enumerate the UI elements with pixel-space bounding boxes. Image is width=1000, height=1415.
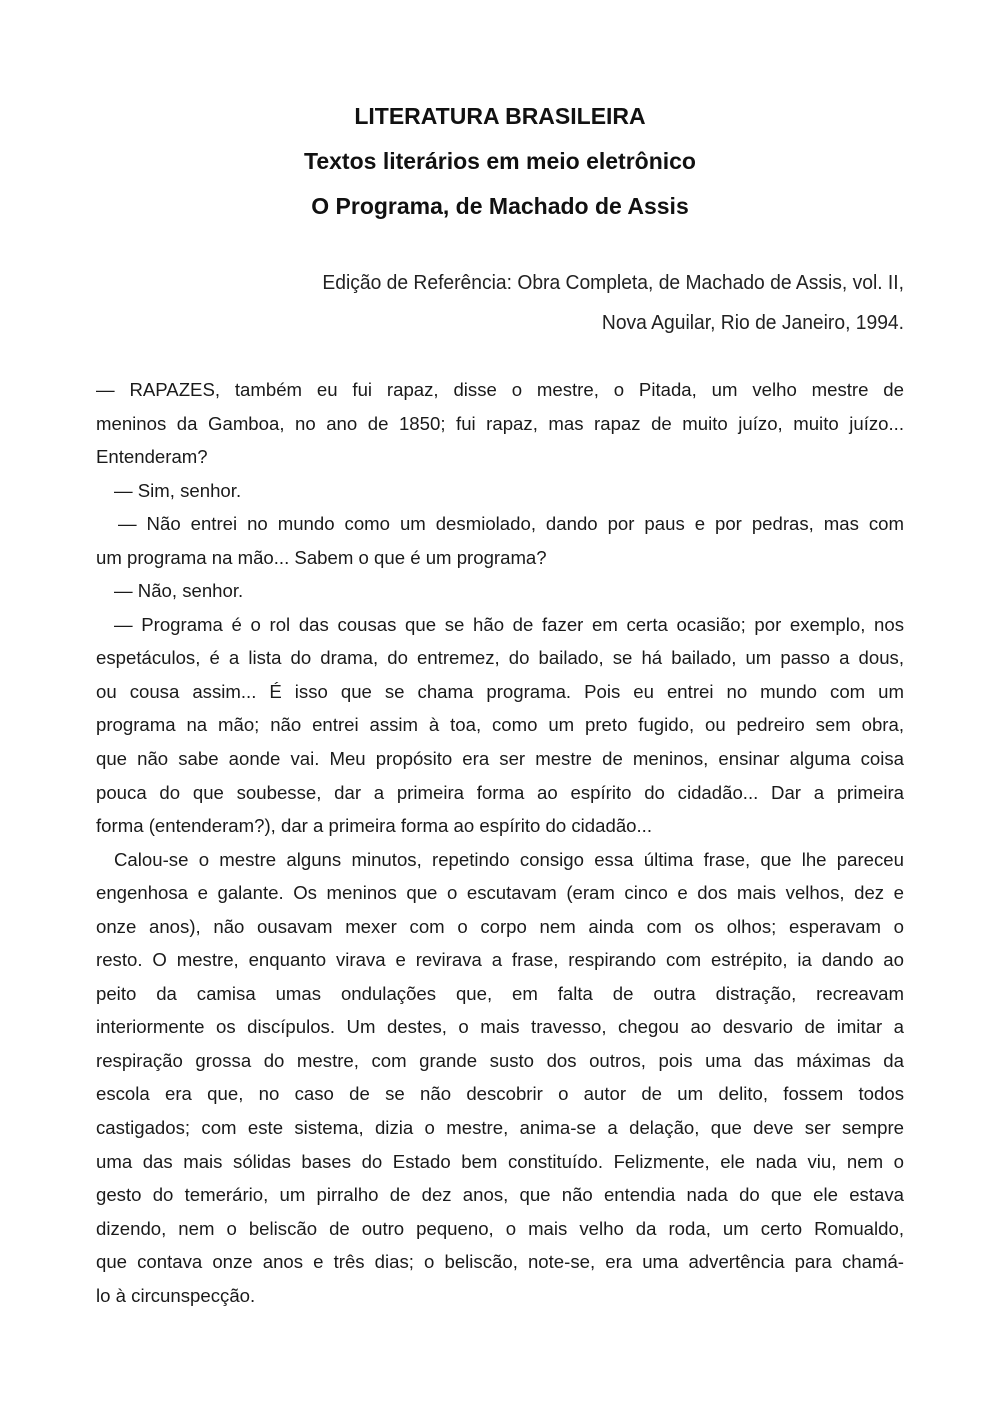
text-line	[96, 373, 904, 407]
text-line	[96, 1212, 904, 1246]
text-line-content: peito da camisa umas ondulações que, em falta de outra distração, recreavam	[96, 982, 904, 1004]
text-line-content: Entenderam?	[96, 446, 208, 468]
text-line-content: escola era que, no caso de se não descobrir o autor de um delito, fossem todos	[96, 1083, 904, 1105]
text-line	[96, 1245, 904, 1279]
text-line-content: lo à circunspecção.	[96, 1284, 256, 1306]
text-line-content: — Não, senhor.	[114, 580, 244, 602]
text-line-content: uma das mais sólidas bases do Estado bem constituído. Felizmente, ele nada viu, nem o	[96, 1150, 904, 1172]
text-line	[96, 440, 904, 474]
text-line-content: resto. O mestre, enquanto virava e revirava a frase, respirando com estrépito, ia dando ao	[96, 949, 904, 971]
story-text	[96, 373, 904, 1312]
collection-title: LITERATURA BRASILEIRA	[354, 103, 646, 129]
text-line-content: — Não entrei no mundo como um desmiolado, dando por paus e por pedras, mas com	[118, 513, 904, 535]
reference-line: Nova Aguilar, Rio de Janeiro, 1994.	[601, 311, 904, 334]
text-line-content: onze anos), não ousavam mexer com o corpo nem ainda com os olhos; esperavam o	[96, 915, 904, 937]
text-line-content: — Programa é o rol das cousas que se hão de fazer em certa ocasião; por exemplo, nos	[114, 613, 904, 635]
text-line	[96, 1077, 904, 1111]
text-line-content: dizendo, nem o beliscão de outro pequeno, o mais velho da roda, um certo Romualdo,	[96, 1217, 904, 1239]
text-line-content: castigados; com este sistema, dizia o mestre, anima-se a delação, que deve ser sempre	[96, 1117, 904, 1139]
text-line	[96, 776, 904, 810]
text-line-content: programa na mão; não entrei assim à toa, como um preto fugido, ou pedreiro sem obra,	[96, 714, 904, 736]
text-line-content: interiormente os discípulos. Um destes, o mais travesso, chegou ao desvario de imitar a	[96, 1016, 904, 1038]
work-title: O Programa, de Machado de Assis	[311, 193, 689, 219]
text-line	[96, 977, 904, 1011]
text-line	[96, 574, 904, 608]
text-line	[96, 876, 904, 910]
text-line	[96, 1111, 904, 1145]
text-line-content: que não sabe aonde vai. Meu propósito era ser mestre de meninos, ensinar alguma coisa	[96, 748, 904, 770]
text-line-content: espetáculos, é a lista do drama, do entremez, do bailado, se há bailado, um passo a dous,	[96, 647, 904, 669]
text-line	[96, 407, 904, 441]
text-line-content: — RAPAZES, também eu fui rapaz, disse o mestre, o Pitada, um velho mestre de	[96, 379, 904, 400]
text-line	[96, 1178, 904, 1212]
text-line	[96, 742, 904, 776]
text-line	[96, 675, 904, 709]
text-line	[96, 1145, 904, 1179]
collection-subtitle: Textos literários em meio eletrônico	[304, 148, 696, 174]
text-line	[96, 1279, 904, 1313]
text-line-content: gesto do temerário, um pirralho de dez anos, que não entendia nada do que ele estava	[96, 1184, 904, 1206]
text-line-content: — Sim, senhor.	[114, 479, 242, 501]
text-line-content: forma (entenderam?), dar a primeira forma ao espírito do cidadão...	[96, 815, 653, 837]
text-line	[96, 943, 904, 977]
text-line	[96, 843, 904, 877]
reference-line: Edição de Referência: Obra Completa, de Machado de Assis, vol. II,	[322, 271, 904, 294]
text-line	[96, 474, 904, 508]
text-line-content: respiração grossa do mestre, com grande susto dos outros, pois uma das máximas da	[96, 1049, 904, 1071]
text-line	[96, 708, 904, 742]
reference-edition	[144, 263, 904, 343]
text-line-content: engenhosa e galante. Os meninos que o escutavam (eram cinco e dos mais velhos, dez e	[96, 882, 904, 904]
text-line	[96, 507, 904, 541]
text-line	[96, 541, 904, 575]
text-line	[96, 641, 904, 675]
text-line-content: que contava onze anos e três dias; o beliscão, note-se, era uma advertência para chamá-	[96, 1251, 904, 1273]
text-line	[96, 910, 904, 944]
text-line	[96, 608, 904, 642]
text-line	[96, 1010, 904, 1044]
text-line	[96, 1044, 904, 1078]
text-line-content: pouca do que soubesse, dar a primeira forma ao espírito do cidadão... Dar a primeira	[96, 781, 904, 803]
text-line-content: um programa na mão... Sabem o que é um programa?	[96, 546, 547, 568]
document-header	[0, 94, 1000, 229]
text-line	[96, 809, 904, 843]
text-line-content: Calou-se o mestre alguns minutos, repetindo consigo essa última frase, que lhe pareceu	[114, 848, 904, 870]
text-line-content: ou cousa assim... É isso que se chama programa. Pois eu entrei no mundo com um	[96, 680, 904, 702]
text-line-content: meninos da Gamboa, no ano de 1850; fui rapaz, mas rapaz de muito juízo, muito juízo...	[96, 412, 904, 434]
